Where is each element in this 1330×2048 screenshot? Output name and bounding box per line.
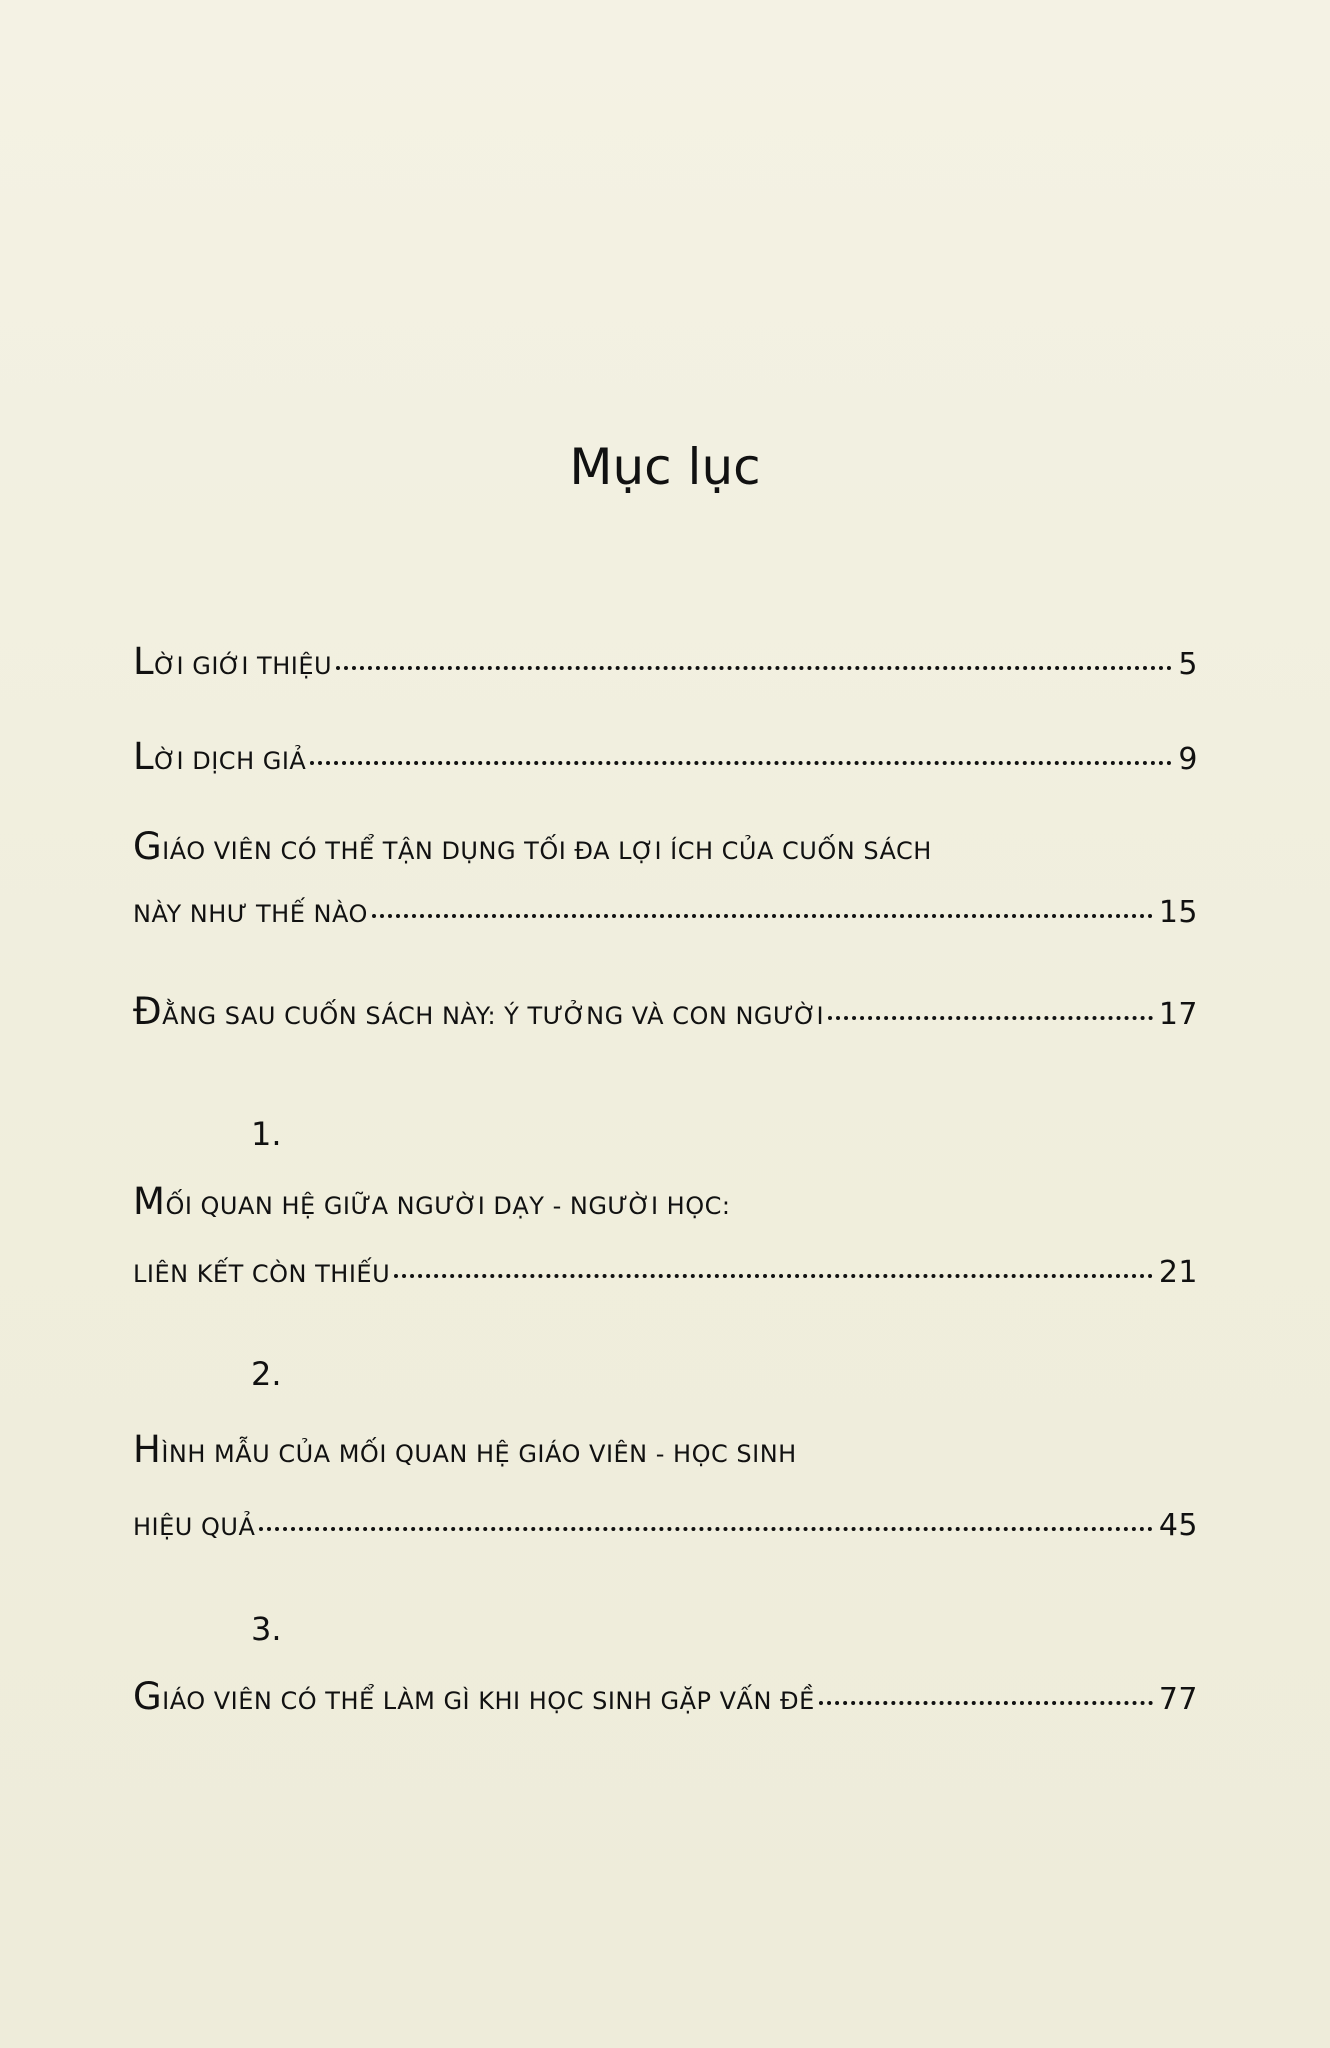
dot-leader <box>259 1527 1152 1531</box>
dot-leader <box>336 666 1172 670</box>
toc-entry-title: NÀY NHƯ THẾ NÀO <box>133 900 368 928</box>
toc-page-number: 45 <box>1158 1508 1198 1543</box>
toc-entry-title: LỜI GIỚI THIỆU <box>133 640 333 683</box>
toc-entry-title: HÌNH MẪU CỦA MỐI QUAN HỆ GIÁO VIÊN - HỌC SINH <box>133 1428 797 1471</box>
chapter-number: 2. <box>251 1355 282 1393</box>
toc-entry-title: LIÊN KẾT CÒN THIẾU <box>133 1260 391 1288</box>
dot-leader <box>828 1016 1153 1020</box>
dot-leader <box>394 1274 1153 1278</box>
toc-entry-continuation[interactable] <box>133 1255 1198 1290</box>
toc-page-number: 9 <box>1178 742 1198 777</box>
page-title: Mục lục <box>569 438 761 496</box>
toc-entry-chapter-1[interactable] <box>133 1180 1198 1223</box>
toc-page-number: 77 <box>1158 1682 1198 1717</box>
toc-entry-chapter-3[interactable] <box>133 1675 1198 1718</box>
dot-leader <box>819 1701 1153 1705</box>
toc-page-number: 5 <box>1178 647 1198 682</box>
toc-entry-title: GIÁO VIÊN CÓ THỂ TẬN DỤNG TỐI ĐA LỢI ÍCH CỦA CUỐN SÁCH <box>133 825 932 868</box>
toc-page-number: 21 <box>1158 1255 1198 1290</box>
toc-page-number: 17 <box>1158 997 1198 1032</box>
chapter-number: 1. <box>251 1115 282 1153</box>
dot-leader <box>310 761 1172 765</box>
toc-entry-dang-sau-cuon-sach[interactable] <box>133 990 1198 1033</box>
toc-entry-title: ĐẰNG SAU CUỐN SÁCH NÀY: Ý TƯỞNG VÀ CON NGƯỜI <box>133 990 825 1033</box>
toc-entry-loi-gioi-thieu[interactable] <box>133 640 1198 683</box>
toc-entry-title: MỐI QUAN HỆ GIỮA NGƯỜI DẠY - NGƯỜI HỌC: <box>133 1180 731 1223</box>
toc-page-number: 15 <box>1158 895 1198 930</box>
toc-entry-title: LỜI DỊCH GIẢ <box>133 735 307 778</box>
chapter-number: 3. <box>251 1610 282 1648</box>
toc-entry-continuation[interactable] <box>133 1508 1198 1543</box>
toc-entry-title: HIỆU QUẢ <box>133 1513 256 1541</box>
dot-leader <box>372 914 1153 918</box>
toc-entry-title: GIÁO VIÊN CÓ THỂ LÀM GÌ KHI HỌC SINH GẶP VẤN ĐỀ <box>133 1675 815 1718</box>
toc-entry-giao-vien-tan-dung[interactable] <box>133 825 1198 868</box>
toc-entry-loi-dich-gia[interactable] <box>133 735 1198 778</box>
toc-entry-chapter-2[interactable] <box>133 1428 1198 1471</box>
toc-entry-continuation[interactable] <box>133 895 1198 930</box>
